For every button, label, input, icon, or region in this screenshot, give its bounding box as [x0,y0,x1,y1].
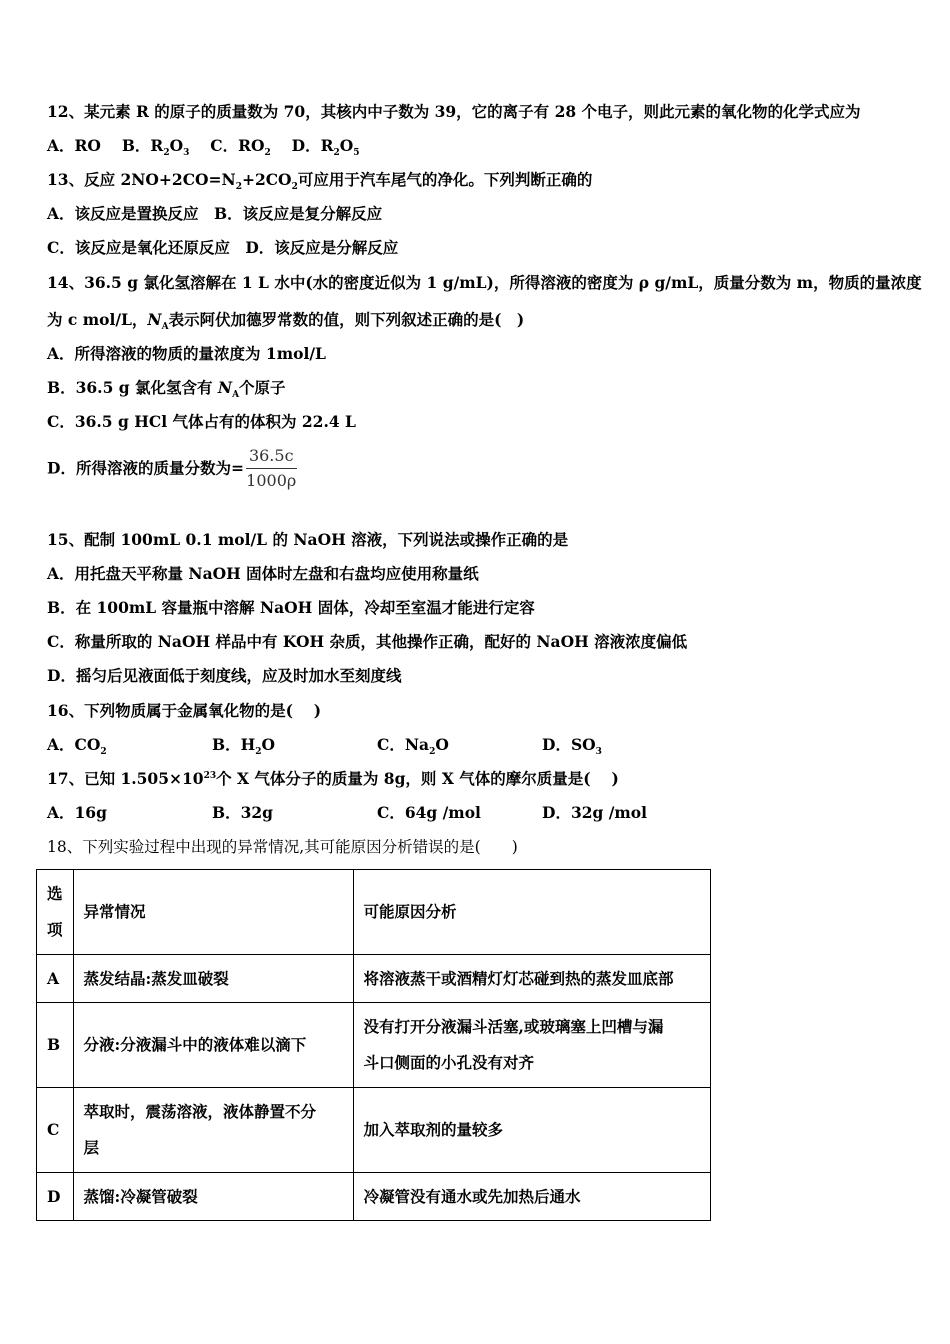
q16-stem: 16、下列物质属于金属氧化物的是( ) [47,701,322,720]
q15-option-d: D．摇匀后见液面低于刻度线，应及时加水至刻度线 [47,666,402,685]
header-option: 选 项 [37,870,74,955]
q12-option-b: B．$R_2O_3$ [121,136,190,159]
q14-option-c: C．36.5 g HCl 气体占有的体积为 22.4 L [47,412,356,431]
q16-option-a: A．$CO_2$ [47,735,107,758]
header-situation: 异常情况 [73,870,353,955]
row-situation: 分液:分液漏斗中的液体难以滴下 [73,1003,353,1088]
table-row [37,955,711,1003]
q17-stem: 17、已知 $1.505\times 10^{23}$个 X 气体分子的质量为 8g，则 X 气体的摩尔质量是( ) [47,769,619,788]
q13-option-a: A．该反应是置换反应 [47,204,199,223]
q16-option-c: C．$Na_2O$ [377,735,449,758]
row-option: C [37,1088,74,1173]
row-situation: 蒸馏:冷凝管破裂 [73,1173,353,1221]
q15-option-c: C．称量所取的 NaOH 样品中有 KOH 杂质，其他操作正确，配好的 NaOH 溶液浓度偏低 [47,632,688,651]
q17-option-d: D．32g /mol [542,803,648,822]
table-row [37,1003,711,1088]
q14-stem-line1: 14、36.5 g 氯化氢溶解在 1 L 水中(水的密度近似为 1 g/mL)，所得溶液的密度为 ρ g/mL，质量分数为 m，物质的量浓度 [47,273,922,292]
row-reason: 没有打开分液漏斗活塞,或玻璃塞上凹槽与漏 斗口侧面的小孔没有对齐 [353,1003,710,1088]
q12-option-d: D．$R_2O_5$ [291,136,360,159]
row-option: A [37,955,74,1003]
q13-option-d: D．该反应是分解反应 [245,238,399,257]
q14-stem-line2: 为 c mol/L，$N_A$表示阿伏加德罗常数的值，则下列叙述正确的是( ) [47,310,525,333]
row-situation: 蒸发结晶:蒸发皿破裂 [73,955,353,1003]
table-row [37,1088,711,1173]
header-reason: 可能原因分析 [353,870,710,955]
table-header-row [37,870,711,955]
row-reason: 将溶液蒸干或酒精灯灯芯碰到热的蒸发皿底部 [353,955,710,1003]
q18-stem: 18、下列实验过程中出现的异常情况,其可能原因分析错误的是( ) [47,838,518,856]
q12-stem: 12、某元素 R 的原子的质量数为 70，其核内中子数为 39，它的离子有 28 个电子，则此元素的氧化物的化学式应为 [47,102,861,121]
q15-option-a: A．用托盘天平称量 NaOH 固体时左盘和右盘均应使用称量纸 [47,564,479,583]
q14-fraction: $\frac{36.5c}{1000\rho}$ [246,446,297,490]
q16-option-b: B．$H_2O$ [212,735,276,758]
q13-option-b: B．该反应是复分解反应 [214,204,383,223]
q13-options-cd [47,238,398,258]
q15-option-b: B．在 100mL 容量瓶中溶解 NaOH 固体，冷却至室温才能进行定容 [47,598,535,617]
q12-option-c: C．$RO_2$ [210,136,271,159]
q13-options-ab [47,204,382,224]
q14-option-b: B．36.5 g 氯化氢含有 $N_A$个原子 [47,378,286,401]
q12-options [47,136,360,159]
table-row [37,1173,711,1221]
row-option: B [37,1003,74,1088]
q12-option-a: A．RO [47,136,101,155]
q17-option-b: B．32g [212,803,274,822]
row-situation: 萃取时，震荡溶液，液体静置不分 层 [73,1088,353,1173]
q17-option-a: A．16g [47,803,107,822]
q14-option-d: D．所得溶液的质量分数为= $\frac{36.5c}{1000\rho}$ [47,446,297,490]
q15-stem: 15、配制 100mL 0.1 mol/L 的 NaOH 溶液，下列说法或操作正确的是 [47,530,569,549]
row-option: D [37,1173,74,1221]
q18-table [36,869,711,1221]
q13-option-c: C．该反应是氧化还原反应 [47,238,230,257]
row-reason: 加入萃取剂的量较多 [353,1088,710,1173]
q13-stem: 13、反应 $2NO+2CO=N_2+2CO_2$可应用于汽车尾气的净化。下列判断正确的 [47,170,593,193]
q16-option-d: D．$SO_3$ [542,735,602,758]
q14-option-a: A．所得溶液的物质的量浓度为 1mol/L [47,344,326,363]
row-reason: 冷凝管没有通水或先加热后通水 [353,1173,710,1221]
q17-option-c: C．64g /mol [377,803,481,822]
